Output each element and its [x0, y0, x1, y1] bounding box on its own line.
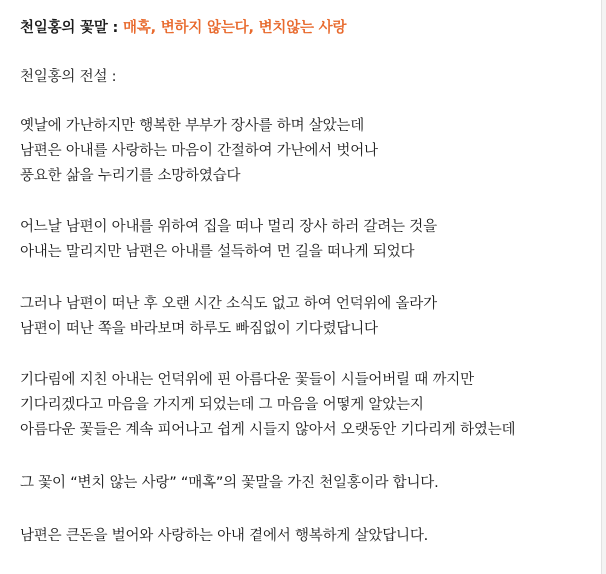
legend-line-9: 기다리겠다고 마음을 가지게 되었는데 그 마음을 어떻게 알았는지	[20, 397, 424, 413]
legend-line-5: 아내는 말리지만 남편은 아내를 설득하여 먼 길을 떠나게 되었다	[20, 244, 415, 260]
legend-line-8: 기다림에 지친 아내는 언덕위에 핀 아름다운 꽃들이 시들어버릴 때 까지만	[20, 372, 474, 388]
legend-line-3: 풍요한 삶을 누리기를 소망하였습다	[20, 168, 241, 184]
legend-line-7: 남편이 떠난 쪽을 바라보며 하루도 빠짐없이 기다렸답니다	[20, 321, 378, 337]
legend-heading: 천일홍의 전설 :	[20, 69, 117, 85]
legend-line-4: 어느날 남편이 아내를 위하여 집을 떠나 멀리 장사 하러 갈려는 것을	[20, 219, 437, 235]
scrollbar-track[interactable]	[601, 0, 606, 574]
legend-line-12: 남편은 큰돈을 벌어와 사랑하는 아내 곁에서 행복하게 살았답니다.	[20, 528, 429, 544]
legend-line-1: 옛날에 가난하지만 행복한 부부가 장사를 하며 살았는데	[20, 118, 365, 134]
legend-line-10: 아름다운 꽃들은 계속 피어나고 쉽게 시들지 않아서 오랫동안 기다리게 하였는데	[20, 422, 516, 438]
flower-language-label: 천일홍의 꽃말 :	[20, 20, 123, 36]
legend-line-2: 남편은 아내를 사랑하는 마음이 간절하여 가난에서 벗어나	[20, 143, 378, 159]
flower-language-value: 매혹, 변하지 않는다, 변치않는 사랑	[122, 20, 347, 36]
legend-line-11: 그 꽃이 “변치 않는 사랑” “매혹”의 꽃말을 가진 천일홍이라 합니다.	[20, 475, 439, 491]
flower-language-line	[20, 18, 346, 38]
legend-line-6: 그러나 남편이 떠난 후 오랜 시간 소식도 없고 하여 언덕위에 올라가	[20, 296, 437, 312]
